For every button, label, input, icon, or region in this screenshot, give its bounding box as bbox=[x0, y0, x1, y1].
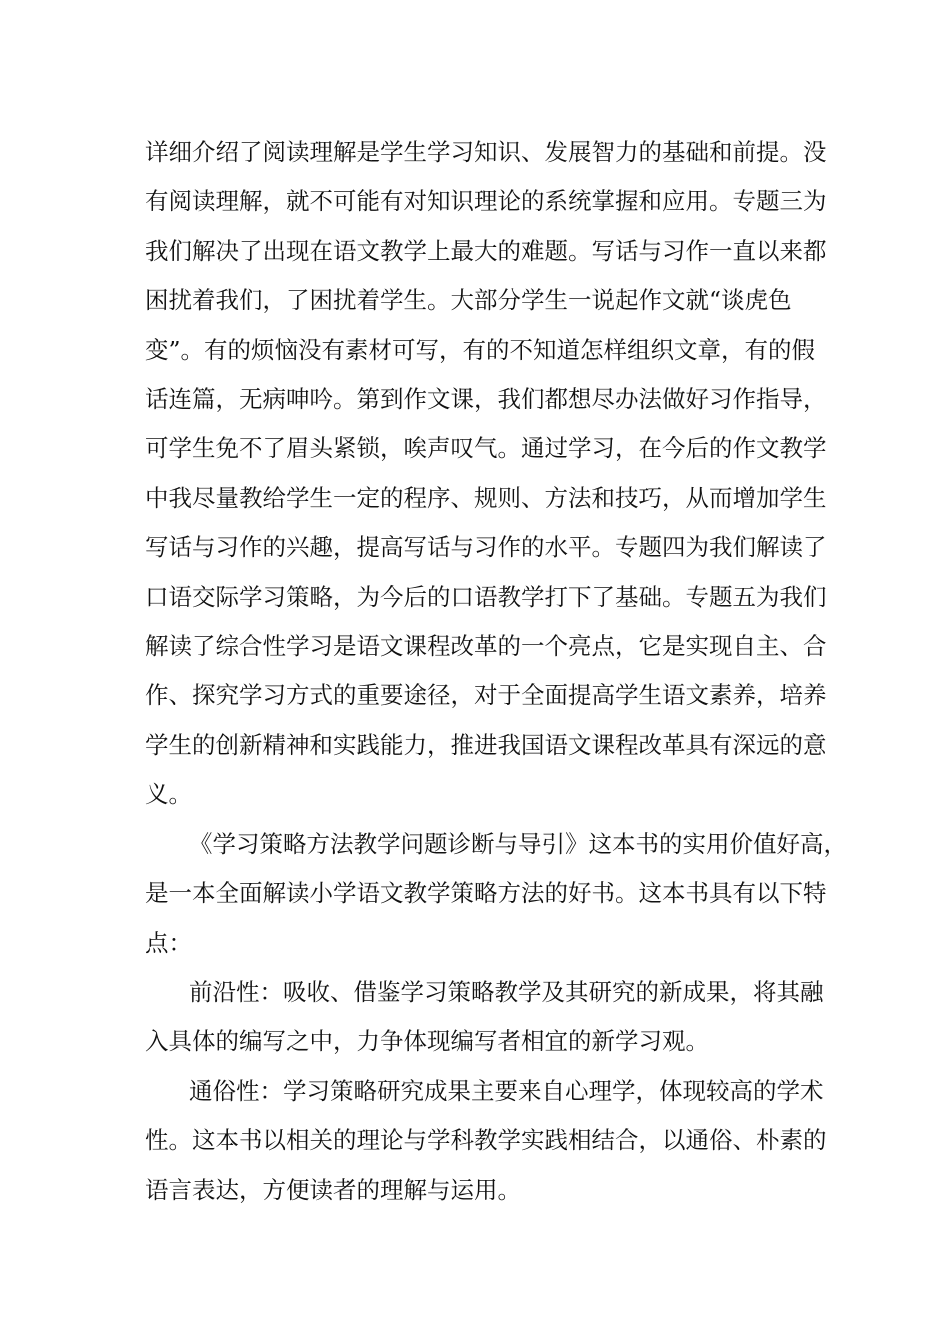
text-line: 义。 bbox=[145, 780, 192, 809]
text-line: 解读了综合性学习是语文课程改革的一个亮点，它是实现自主、合 bbox=[145, 632, 827, 661]
text-line: 写话与习作的兴趣，提高写话与习作的水平。专题四为我们解读了 bbox=[145, 533, 827, 562]
text-line: 前沿性：吸收、借鉴学习策略教学及其研究的新成果，将其融 bbox=[189, 978, 824, 1006]
document-body bbox=[145, 128, 847, 1215]
text-line: 语言表达，方便读者的理解与运用。 bbox=[145, 1175, 521, 1204]
text-line: 是一本全面解读小学语文教学策略方法的好书。这本书具有以下特 bbox=[145, 879, 827, 908]
text-line: 《学习策略方法教学问题诊断与导引》这本书的实用价值好高， bbox=[189, 830, 847, 858]
text-line: 性。这本书以相关的理论与学科教学实践相结合，以通俗、朴素的 bbox=[145, 1126, 827, 1155]
text-line: 变”。有的烦恼没有素材可写，有的不知道怎样组织文章，有的假 bbox=[145, 335, 816, 364]
paragraph-study-topics bbox=[145, 128, 827, 820]
text-line: 我们解决了出现在语文教学上最大的难题。写话与习作一直以来都 bbox=[145, 236, 827, 265]
paragraph-book-value bbox=[145, 820, 847, 968]
text-line: 有阅读理解，就不可能有对知识理论的系统掌握和应用。专题三为 bbox=[145, 187, 827, 216]
text-line: 学生的创新精神和实践能力，推进我国语文课程改革具有深远的意 bbox=[145, 730, 827, 759]
text-line: 话连篇，无病呻吟。第到作文课，我们都想尽办法做好习作指导， bbox=[145, 385, 827, 414]
text-line: 详细介绍了阅读理解是学生学习知识、发展智力的基础和前提。没 bbox=[145, 138, 827, 166]
paragraph-frontier-feature bbox=[145, 968, 824, 1067]
text-line: 口语交际学习策略，为今后的口语教学打下了基础。专题五为我们 bbox=[145, 582, 827, 611]
text-line: 点： bbox=[145, 928, 192, 957]
paragraph-popular-feature bbox=[145, 1067, 827, 1215]
text-line: 困扰着我们，了困扰着学生。大部分学生一说起作文就“谈虎色 bbox=[145, 286, 792, 315]
text-line: 可学生免不了眉头紧锁，唉声叹气。通过学习，在今后的作文教学 bbox=[145, 434, 827, 463]
text-line: 入具体的编写之中，力争体现编写者相宜的新学习观。 bbox=[145, 1027, 709, 1056]
text-line: 中我尽量教给学生一定的程序、规则、方法和技巧，从而增加学生 bbox=[145, 483, 827, 512]
text-line: 作、探究学习方式的重要途径，对于全面提高学生语文素养，培养 bbox=[145, 681, 827, 710]
text-line: 通俗性：学习策略研究成果主要来自心理学，体现较高的学术 bbox=[189, 1077, 824, 1105]
